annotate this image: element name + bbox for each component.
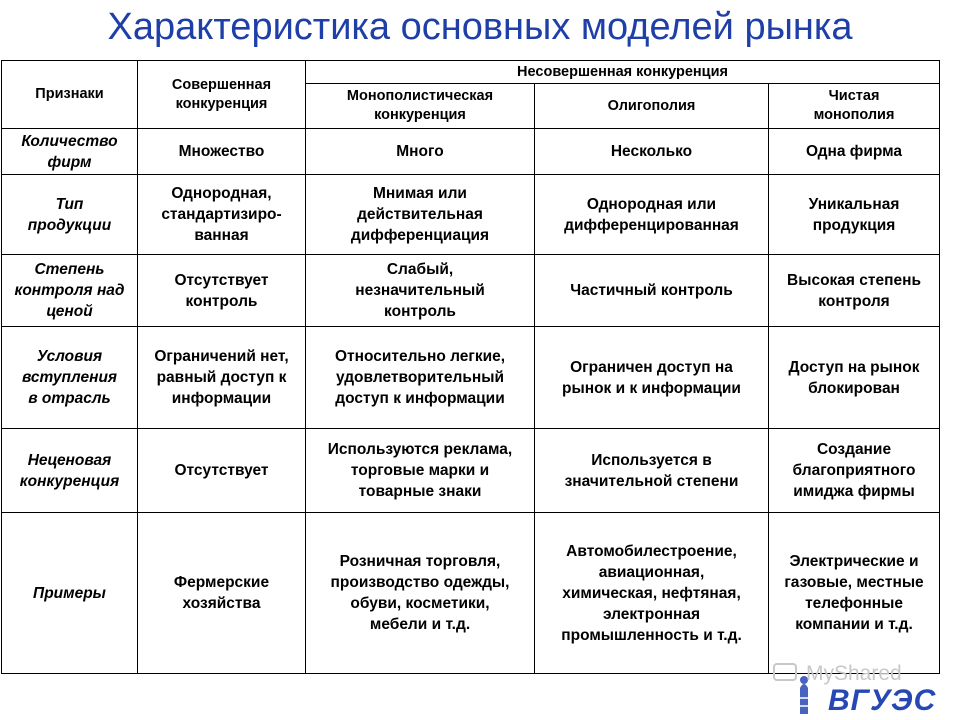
table-row xyxy=(2,429,940,513)
feature-cell: Условия вступления в отрасль xyxy=(2,327,138,429)
market-models-table xyxy=(1,60,940,674)
page-title: Характеристика основных моделей рынка xyxy=(107,6,853,48)
header-perfect-competition: Совершенная конкуренция xyxy=(138,61,306,129)
monopolistic-cell: Мнимая или действительная дифференциация xyxy=(306,175,535,255)
monopoly-cell: Одна фирма xyxy=(769,129,940,175)
monopoly-cell: Электрические и газовые, местные телефонные компании и т.д. xyxy=(769,513,940,674)
table-row xyxy=(2,327,940,429)
feature-cell: Степень контроля над ценой xyxy=(2,255,138,327)
oligopoly-cell: Автомобилестроение, авиационная, химическая, нефтяная, электронная промышленность и т.д. xyxy=(535,513,769,674)
perfect-cell: Ограничений нет, равный доступ к информации xyxy=(138,327,306,429)
watermark xyxy=(770,656,937,717)
monopolistic-cell: Используются реклама, торговые марки и товарные знаки xyxy=(306,429,535,513)
oligopoly-cell: Частичный контроль xyxy=(535,255,769,327)
monopolistic-cell: Относительно легкие, удовлетворительный доступ к информации xyxy=(306,327,535,429)
perfect-cell: Однородная, стандартизиро- ванная xyxy=(138,175,306,255)
feature-cell: Тип продукции xyxy=(2,175,138,255)
monopoly-cell: Уникальная продукция xyxy=(769,175,940,255)
monopoly-cell: Высокая степень контроля xyxy=(769,255,940,327)
feature-cell: Количество фирм xyxy=(2,129,138,175)
table-row xyxy=(2,175,940,255)
table-row xyxy=(2,129,940,175)
monopolistic-cell: Розничная торговля, производство одежды, обуви, косметики, мебели и т.д. xyxy=(306,513,535,674)
monopoly-cell: Создание благоприятного имиджа фирмы xyxy=(769,429,940,513)
monopolistic-cell: Слабый, незначительный контроль xyxy=(306,255,535,327)
feature-cell: Примеры xyxy=(2,513,138,674)
header-features: Признаки xyxy=(2,61,138,129)
header-oligopoly: Олигополия xyxy=(535,84,769,129)
oligopoly-cell: Используется в значительной степени xyxy=(535,429,769,513)
oligopoly-cell: Несколько xyxy=(535,129,769,175)
table-row xyxy=(2,255,940,327)
table-row xyxy=(2,513,940,674)
perfect-cell: Фермерские хозяйства xyxy=(138,513,306,674)
monopolistic-cell: Много xyxy=(306,129,535,175)
perfect-cell: Множество xyxy=(138,129,306,175)
oligopoly-cell: Ограничен доступ на рынок и к информации xyxy=(535,327,769,429)
monopoly-cell: Доступ на рынок блокирован xyxy=(769,327,940,429)
university-logo: ВГУЭС xyxy=(828,684,937,717)
perfect-cell: Отсутствует xyxy=(138,429,306,513)
perfect-cell: Отсутствует контроль xyxy=(138,255,306,327)
watermark-text: MyShared xyxy=(806,662,902,685)
oligopoly-cell: Однородная или дифференцированная xyxy=(535,175,769,255)
header-imperfect-competition: Несовершенная конкуренция xyxy=(306,61,940,84)
header-monopolistic-competition: Монополистическая конкуренция xyxy=(306,84,535,129)
feature-cell: Неценовая конкуренция xyxy=(2,429,138,513)
header-row-top xyxy=(2,61,940,84)
header-pure-monopoly: Чистая монополия xyxy=(769,84,940,129)
